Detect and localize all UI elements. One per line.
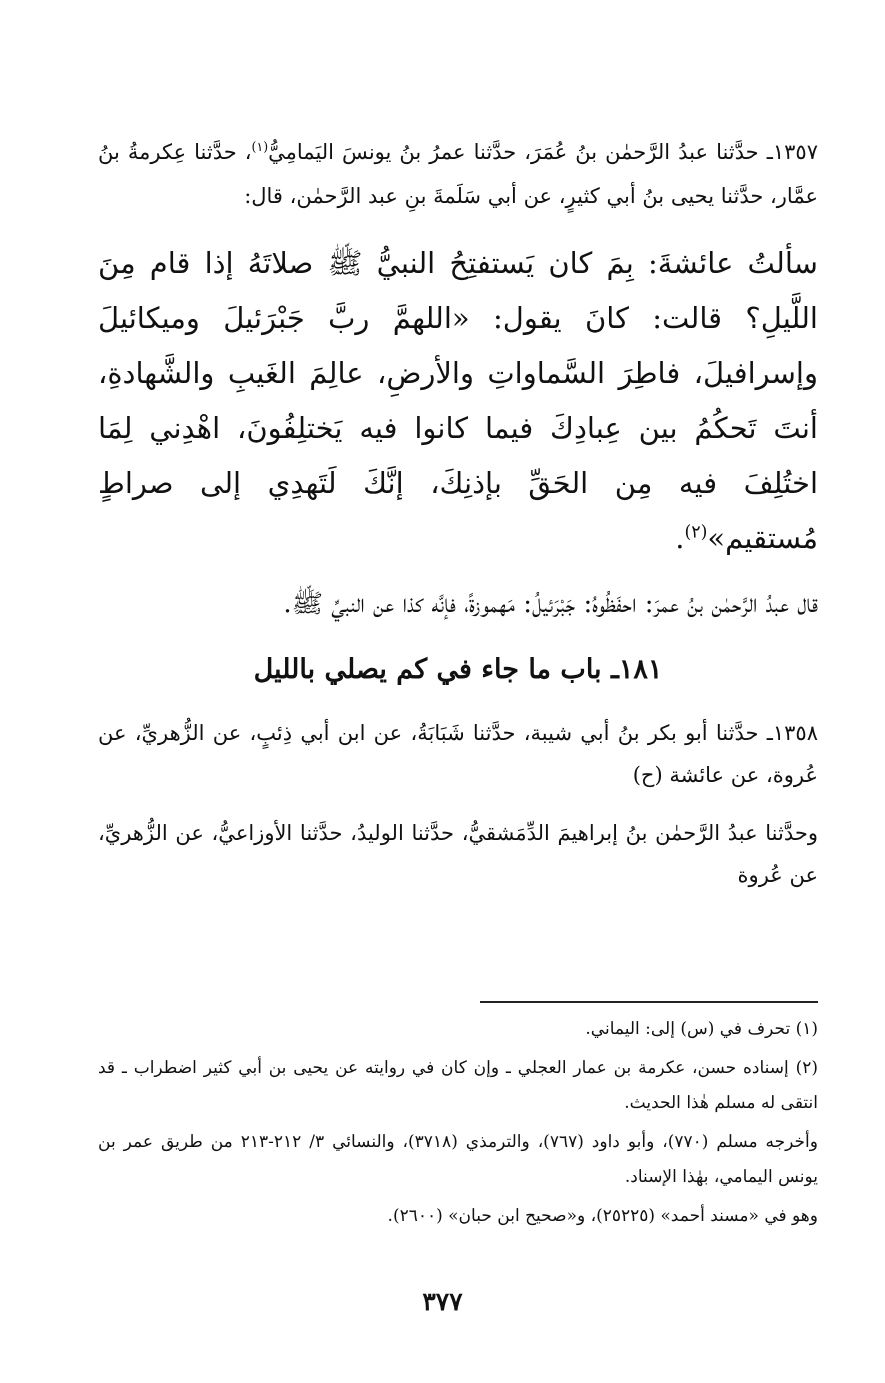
footnote-2-c: وهو في «مسند أحمد» (٢٥٢٢٥)، و«صحيح ابن حبان» (٢٦٠٠). — [387, 1206, 818, 1226]
matn-tail: . — [675, 521, 685, 555]
matn-text: سألتُ عائشةَ: بِمَ كان يَستفتِحُ النبيُّ ﷺ صلاتَهُ إذا قام مِنَ اللَّيلِ؟ قالت: كانَ يقول: «اللهمَّ ربَّ جَبْرَئيلَ وميكائيلَ وإسرافيلَ، فاطِرَ السَّماواتِ والأرضِ، عالِمَ الغَيبِ والشَّهادةِ، أنتَ تَحكُمُ بين عِبادِكَ فيما كانوا فيه يَختلِفُونَ، اهْدِني لِمَا اختُلِفَ فيه مِن الحَقِّ بإذنِكَ، إنَّكَ لَتَهدِي إلى صراطٍ مُستقيم» — [98, 246, 818, 555]
hadith-matn — [98, 236, 818, 566]
hadith-1358-part-2: وحدَّثنا عبدُ الرَّحمٰن بنُ إبراهيمَ الدِّمَشقيُّ، حدَّثنا الوليدُ، حدَّثنا الأوزاعيُّ، عن الزُّهريِّ، عن عُروة — [98, 821, 818, 887]
footnote-divider — [480, 1001, 818, 1003]
page-body — [98, 130, 818, 912]
footnote-marker-1: (١) — [251, 139, 269, 154]
footnote-2-a: (٢) إسناده حسن، عكرمة بن عمار العجلي ـ وإن كان في روايته عن يحيى بن أبي كثير اضطراب ـ قد انتقى له مسلم هٰذا الحديث. — [98, 1058, 818, 1113]
hadith-1358-part-1: ١٣٥٨ـ حدَّثنا أبو بكر بنُ أبي شيبة، حدَّثنا شَبَابَةُ، عن ابن أبي ذِئبٍ، عن الزُّهريِّ، عن عُروة، عن عائشة (ح) — [98, 721, 818, 787]
footnote-marker-2: (٢) — [684, 522, 708, 543]
footnote-1: (١) تحرف في (س) إلى: اليماني. — [585, 1019, 818, 1039]
narrator-note: قال عبدُ الرَّحمٰن بنُ عمرَ: احفَظُوهُ: جَبْرَئيلُ: مَهموزةً، فإنَّه كذا عن النبيِّ ﷺ. — [283, 589, 818, 619]
footnote-2-b: وأخرجه مسلم (٧٧٠)، وأبو داود (٧٦٧)، والترمذي (٣٧١٨)، والنسائي ٣/ ٢١٢-٢١٣ من طريق عمر بن يونس اليمامي، بهٰذا الإسناد. — [98, 1132, 818, 1187]
hadith-1357-text: ١٣٥٧ـ حدَّثنا عبدُ الرَّحمٰن بنُ عُمَرَ، حدَّثنا عمرُ بنُ يونسَ اليَمامِيُّ — [268, 140, 818, 164]
hadith-1357 — [98, 130, 818, 218]
hadith-1357-text-2: ، حدَّثنا عِكرمةُ بنُ عمَّار، حدَّثنا يحيى بنُ أبي كثيرٍ، عن أبي سَلَمةَ بنِ عبد الرَّحمٰن، قال: — [98, 140, 818, 208]
footnotes — [98, 1012, 818, 1238]
chapter-heading: ١٨١ـ باب ما جاء في كم يصلي بالليل — [253, 654, 663, 685]
page-number: ٣٧٧ — [422, 1287, 463, 1316]
